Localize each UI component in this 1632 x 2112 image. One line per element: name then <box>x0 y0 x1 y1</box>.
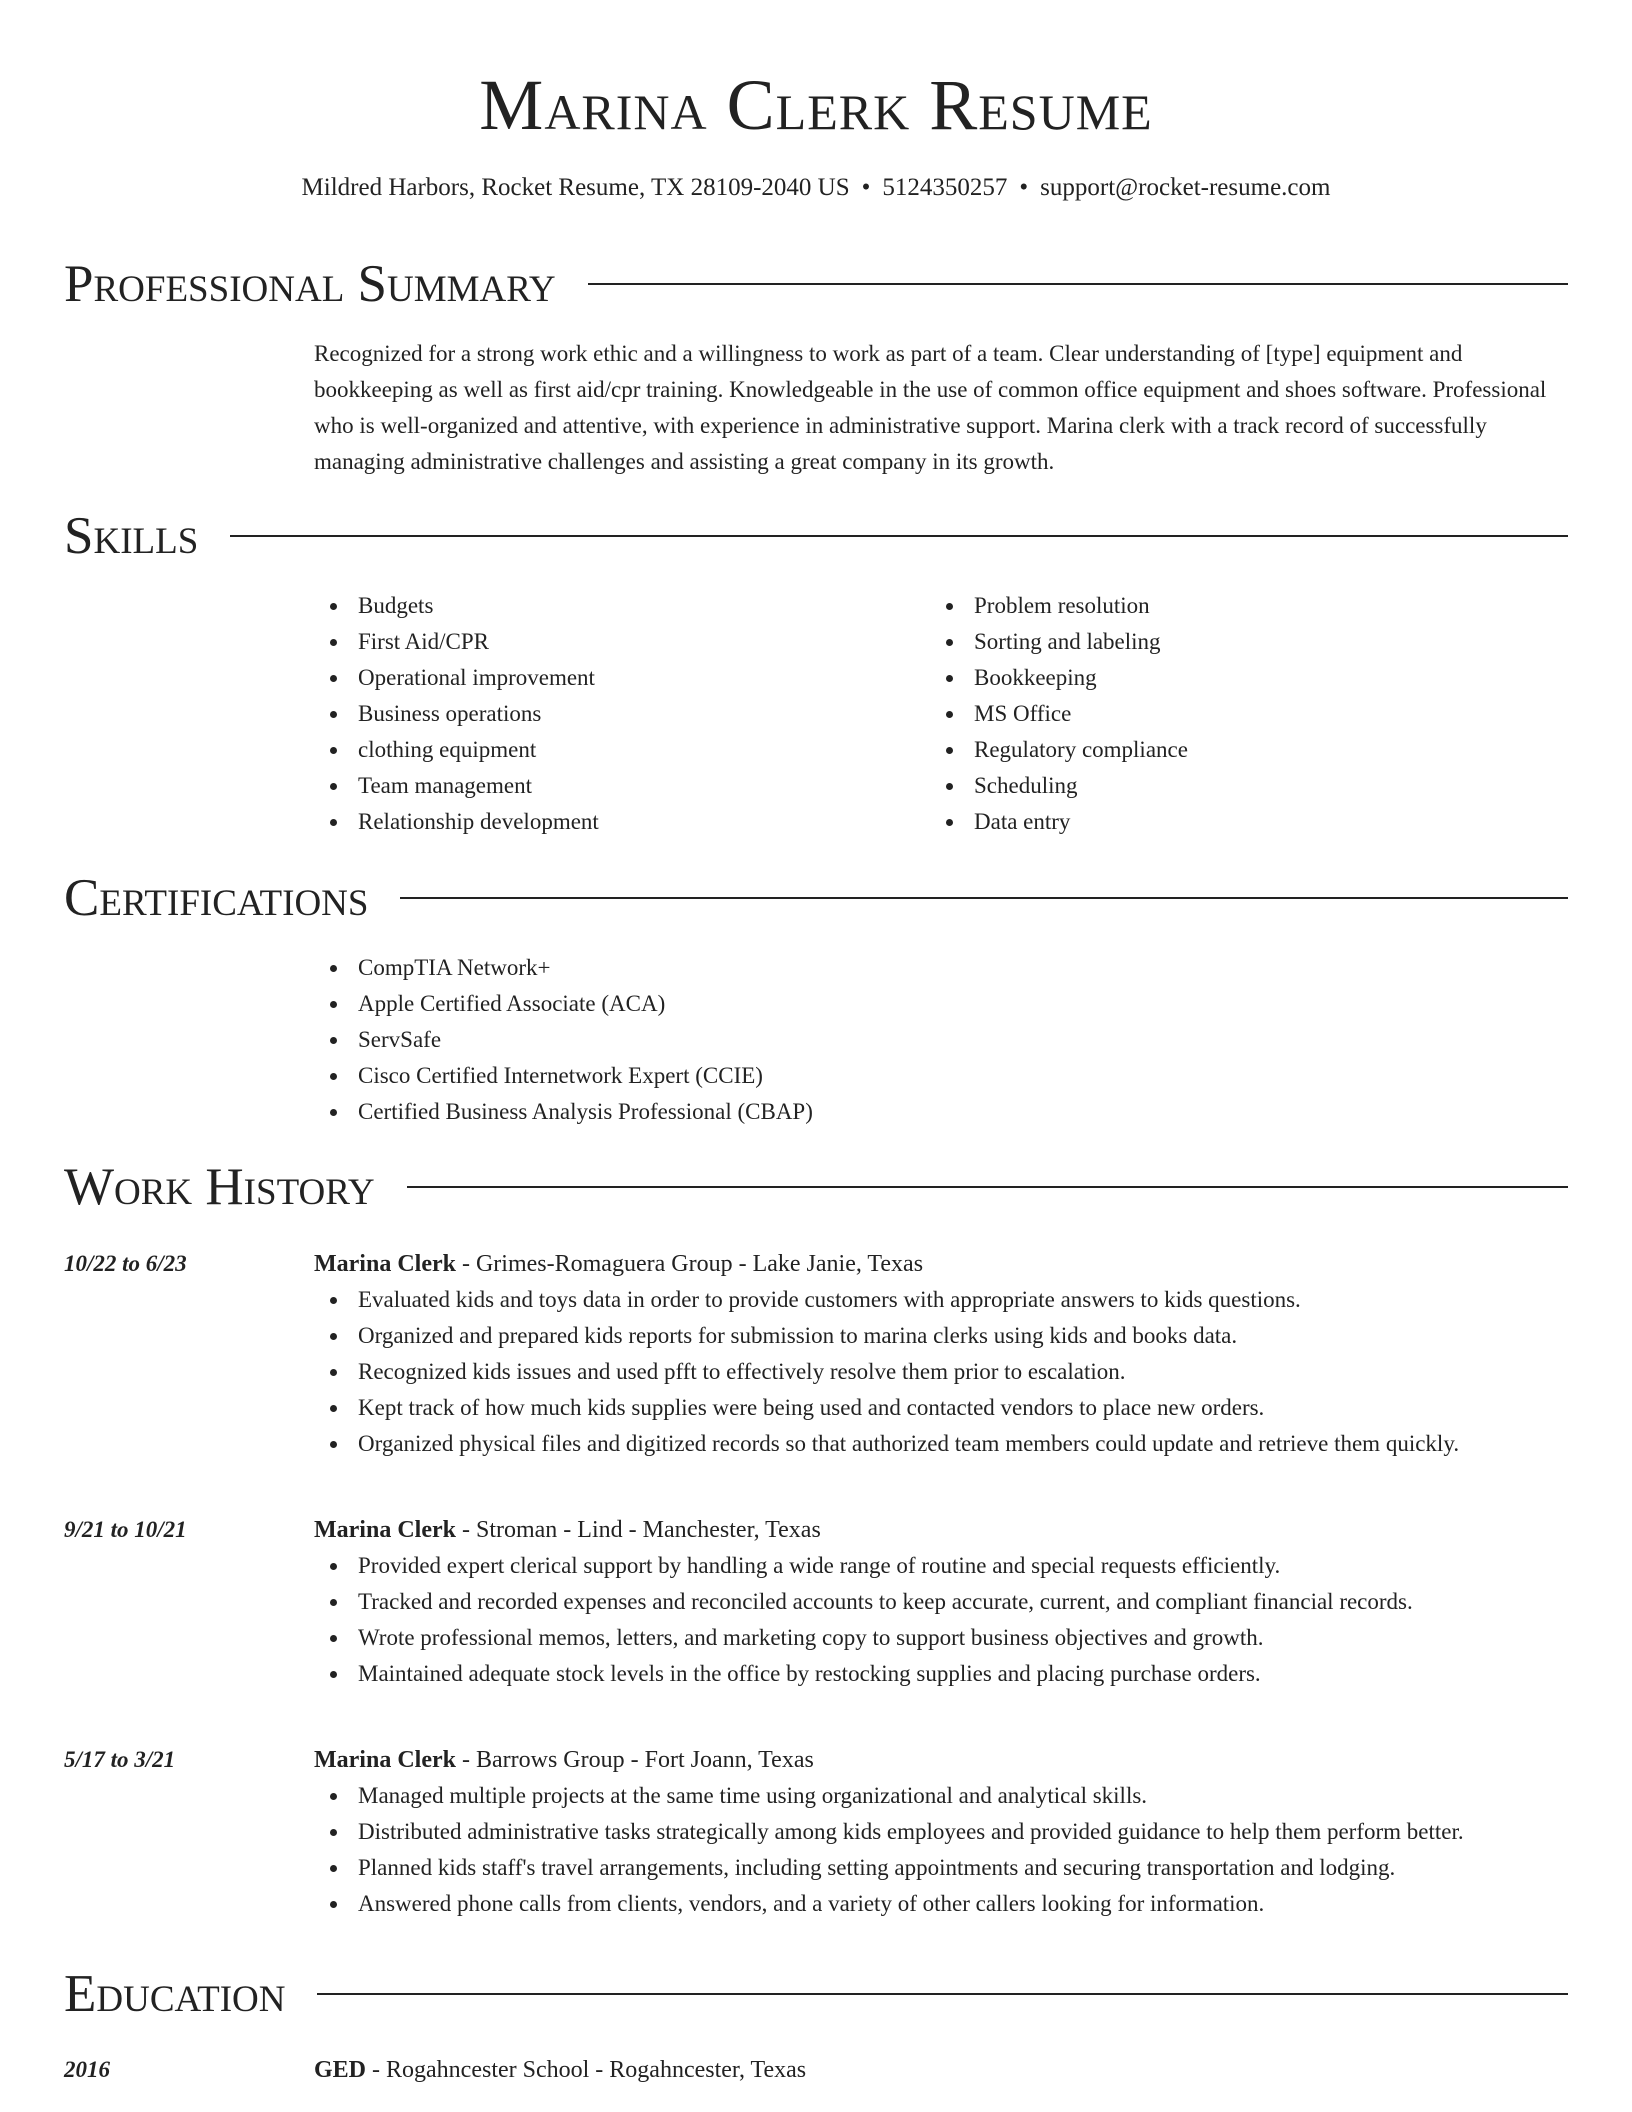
contact-separator: • <box>861 174 871 201</box>
certifications-body <box>314 950 1568 1130</box>
skill-item: Bookkeeping <box>930 660 1546 696</box>
job-dates: 5/17 to 3/21 <box>64 1747 176 1772</box>
contact-phone: 5124350257 <box>882 174 1008 201</box>
skills-title: Skills <box>64 507 199 565</box>
education-details: - Rogahncester School - Rogahncester, Texas <box>366 2057 807 2083</box>
job-bullet: Distributed administrative tasks strategically among kids employees and provided guidance to help them perform better. <box>314 1814 1568 1850</box>
certification-item: Certified Business Analysis Professional (CBAP) <box>314 1094 1568 1130</box>
skill-item: First Aid/CPR <box>314 624 930 660</box>
education-degree: GED <box>314 2057 367 2083</box>
job-bullet: Managed multiple projects at the same time using organizational and analytical skills. <box>314 1778 1568 1814</box>
education-title: Education <box>64 1965 286 2023</box>
job-bullet: Evaluated kids and toys data in order to provide customers with appropriate answers to kids questions. <box>314 1282 1568 1318</box>
job-title-line <box>314 1512 1568 1548</box>
job-role: Marina Clerk <box>314 1517 456 1543</box>
contact-line <box>0 172 1632 204</box>
job-bullets <box>314 1282 1568 1462</box>
certification-item: Apple Certified Associate (ACA) <box>314 986 1568 1022</box>
job-bullet: Kept track of how much kids supplies were being used and contacted vendors to place new orders. <box>314 1390 1568 1426</box>
skills-section-header <box>64 506 1568 566</box>
work-title: Work History <box>64 1158 375 1216</box>
job-bullets <box>314 1548 1568 1692</box>
job-role: Marina Clerk <box>314 1251 456 1277</box>
skills-list-left <box>314 588 930 840</box>
education-section-header <box>64 1964 1568 2024</box>
job-title-line <box>314 1742 1568 1778</box>
skill-item: Sorting and labeling <box>930 624 1546 660</box>
contact-address: Mildred Harbors, Rocket Resume, TX 28109-2040 US <box>301 174 850 201</box>
section-divider <box>230 535 1568 537</box>
job-entry <box>314 1246 1568 1462</box>
skill-item: Regulatory compliance <box>930 732 1546 768</box>
contact-separator: • <box>1019 174 1029 201</box>
job-dates: 9/21 to 10/21 <box>64 1517 187 1542</box>
job-bullet: Provided expert clerical support by handling a wide range of routine and special requests efficiently. <box>314 1548 1568 1584</box>
certification-item: Cisco Certified Internetwork Expert (CCIE) <box>314 1058 1568 1094</box>
certifications-title: Certifications <box>64 869 369 927</box>
summary-text: Recognized for a strong work ethic and a willingness to work as part of a team. Clear understanding of [type] equipment and bookkeeping as well as first aid/cpr training. Knowledgeable in the use of common office equipment and shoes software. Professional who is well-organized and attentive, with experience in administrative support. Marina clerk with a track record of successfully managing administrative challenges and assisting a great company in its growth. <box>314 341 1547 474</box>
job-bullet: Maintained adequate stock levels in the office by restocking supplies and placing purchase orders. <box>314 1656 1568 1692</box>
section-divider <box>588 283 1568 285</box>
job-role: Marina Clerk <box>314 1747 456 1773</box>
job-bullet: Planned kids staff's travel arrangements, including setting appointments and securing transportation and lodging. <box>314 1850 1568 1886</box>
skill-item: Budgets <box>314 588 930 624</box>
skill-item: Relationship development <box>314 804 930 840</box>
skill-item: Business operations <box>314 696 930 732</box>
summary-section-header <box>64 254 1568 314</box>
section-divider <box>317 1993 1568 1995</box>
skill-item: Operational improvement <box>314 660 930 696</box>
job-details: - Stroman - Lind - Manchester, Texas <box>455 1517 821 1543</box>
job-bullet: Wrote professional memos, letters, and marketing copy to support business objectives and growth. <box>314 1620 1568 1656</box>
certifications-list <box>314 950 1568 1130</box>
job-bullets <box>314 1778 1568 1922</box>
skill-item: clothing equipment <box>314 732 930 768</box>
skill-item: Data entry <box>930 804 1546 840</box>
education-line <box>314 2052 1568 2088</box>
section-divider <box>407 1186 1568 1188</box>
skill-item: Team management <box>314 768 930 804</box>
section-divider <box>400 897 1568 899</box>
job-bullet: Organized and prepared kids reports for submission to marina clerks using kids and books data. <box>314 1318 1568 1354</box>
skills-list-right <box>930 588 1546 840</box>
summary-title: Professional Summary <box>64 255 556 313</box>
job-bullet: Answered phone calls from clients, vendors, and a variety of other callers looking for information. <box>314 1886 1568 1922</box>
certifications-section-header <box>64 868 1568 928</box>
job-entry <box>314 1512 1568 1692</box>
skill-item: MS Office <box>930 696 1546 732</box>
skill-item: Scheduling <box>930 768 1546 804</box>
job-details: - Barrows Group - Fort Joann, Texas <box>455 1747 814 1773</box>
contact-email: support@rocket-resume.com <box>1040 174 1331 201</box>
job-details: - Grimes-Romaguera Group - Lake Janie, Texas <box>455 1251 924 1277</box>
skills-grid <box>314 588 1568 840</box>
job-bullet: Organized physical files and digitized records so that authorized team members could update and retrieve them quickly. <box>314 1426 1568 1462</box>
education-year: 2016 <box>64 2057 110 2082</box>
job-entry <box>314 1742 1568 1922</box>
job-bullet: Recognized kids issues and used pfft to effectively resolve them prior to escalation. <box>314 1354 1568 1390</box>
certification-item: ServSafe <box>314 1022 1568 1058</box>
summary-body <box>314 336 1568 480</box>
certification-item: CompTIA Network+ <box>314 950 1568 986</box>
job-title-line <box>314 1246 1568 1282</box>
work-section-header <box>64 1157 1568 1217</box>
skill-item: Problem resolution <box>930 588 1546 624</box>
job-dates: 10/22 to 6/23 <box>64 1251 187 1276</box>
education-entry <box>314 2052 1568 2088</box>
skills-body <box>314 588 1568 840</box>
resume-name: Marina Clerk Resume <box>479 65 1153 145</box>
job-bullet: Tracked and recorded expenses and reconciled accounts to keep accurate, current, and compliant financial records. <box>314 1584 1568 1620</box>
